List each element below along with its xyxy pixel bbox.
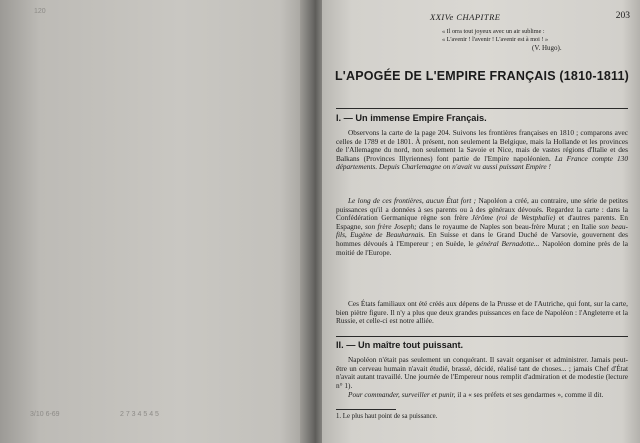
footnote-rule [336, 409, 396, 410]
paragraph-text: Napoléon domine près de la moitié de l'Europe. [336, 238, 629, 257]
paragraph-emphasis: La France compte 130 départements. Depuis Charlemagne on n'avait vu aussi puissant Empire ! [336, 153, 628, 172]
section-1-paragraph-2 [336, 197, 628, 257]
footer-mark-center: 2 7 3 4 5 4 5 [120, 411, 159, 418]
section-2-paragraph-2 [336, 391, 628, 400]
epigraph-line-2: « L'avenir ! l'avenir ! L'avenir est à moi ! » [442, 36, 549, 43]
corner-mark: 120 [34, 8, 46, 15]
paragraph-emphasis: Le long de ces frontières, aucun État fort ; [348, 196, 477, 205]
footer-mark-left: 3/10 6-69 [30, 411, 60, 418]
running-header: XXIVe CHAPITRE [430, 12, 501, 22]
left-page [0, 0, 312, 443]
paragraph-emphasis: son frère Joseph; [364, 221, 417, 231]
section-2-heading: II. — Un maître tout puissant. [336, 340, 464, 350]
right-page [322, 0, 640, 443]
section-2-paragraph-1: Napoléon n'était pas seulement un conquérant. Il savait organiser et administrer. Jamais peut-être un cerveau humain n'avait étudié, brassé, décidé, réalisé tant de choses... ; jamais Chef d'État n'avait autant travaillé. Une journée de l'Empereur nous remplit d'admiration et de modestie (lecture n° 1). [336, 355, 628, 390]
paragraph-text: En Suisse et dans le Grand Duché de Varsovie, gouvernent des hommes dévoués à l'Empereur ; en Suède, le [336, 230, 628, 248]
section-1-paragraph-1 [336, 129, 628, 172]
section-1-paragraph-3: Ces États familiaux ont été créés aux dépens de la Prusse et de l'Autriche, qui font, sur la carte, bien piètre figure. Il n'y a plus que deux grandes puissances en face de Napoléon : l'Angleterre et la Russie, et celle-ci est notre alliée. [336, 299, 628, 326]
paragraph-emphasis: son beau-fils, Eugène de Beauharnais. [336, 221, 628, 240]
footnote: 1. Le plus haut point de sa puissance. [336, 413, 438, 420]
paragraph-emphasis: Jérôme (roi de Westphalie) [471, 213, 556, 223]
paragraph-text: Observons la carte de la page 204. Suivons les frontières françaises en 1810 ; comparons avec celles de 1789 et de 1801. À présent, non seulement la Belgique, mais la Hollande et les provinces de l'Allemagne du nord, non seulement la Savoie et Nice, mais de vastes régions d'Italie et des Balkans (Provinces Illyriennes) font partie de l'Empire napoléonien. [336, 128, 628, 163]
page-number: 203 [615, 11, 630, 21]
paragraph-text: Napoléon a créé, au contraire, une série de petites puissances qu'il a données à ses parents ou à des généraux dévoués. Regardez la carte : dans la Confédération Germanique règne son frère [336, 196, 628, 223]
paragraph-text: il a « ses préfets et ses gendarmes », comme il dit. [455, 390, 604, 399]
paragraph-emphasis: général Bernadotte... [476, 238, 540, 248]
paragraph-text: dans le royaume de Naples son beau-frère Murat ; en Italie [416, 221, 599, 231]
section-divider-1 [336, 108, 628, 109]
paragraph-emphasis: Pour commander, surveiller et punir, [348, 390, 456, 399]
epigraph [342, 28, 630, 52]
paragraph-text: et d'autres parents. En Espagne, [336, 213, 628, 231]
epigraph-attribution: (V. Hugo). [532, 44, 562, 52]
section-1-heading: I. — Un immense Empire Français. [336, 113, 487, 123]
epigraph-line-1: « Il orra tout joyeux avec un air sublime : [442, 28, 545, 35]
chapter-title: L'APOGÉE DE L'EMPIRE FRANÇAIS (1810-1811) [334, 69, 630, 83]
section-divider-2 [336, 336, 628, 337]
